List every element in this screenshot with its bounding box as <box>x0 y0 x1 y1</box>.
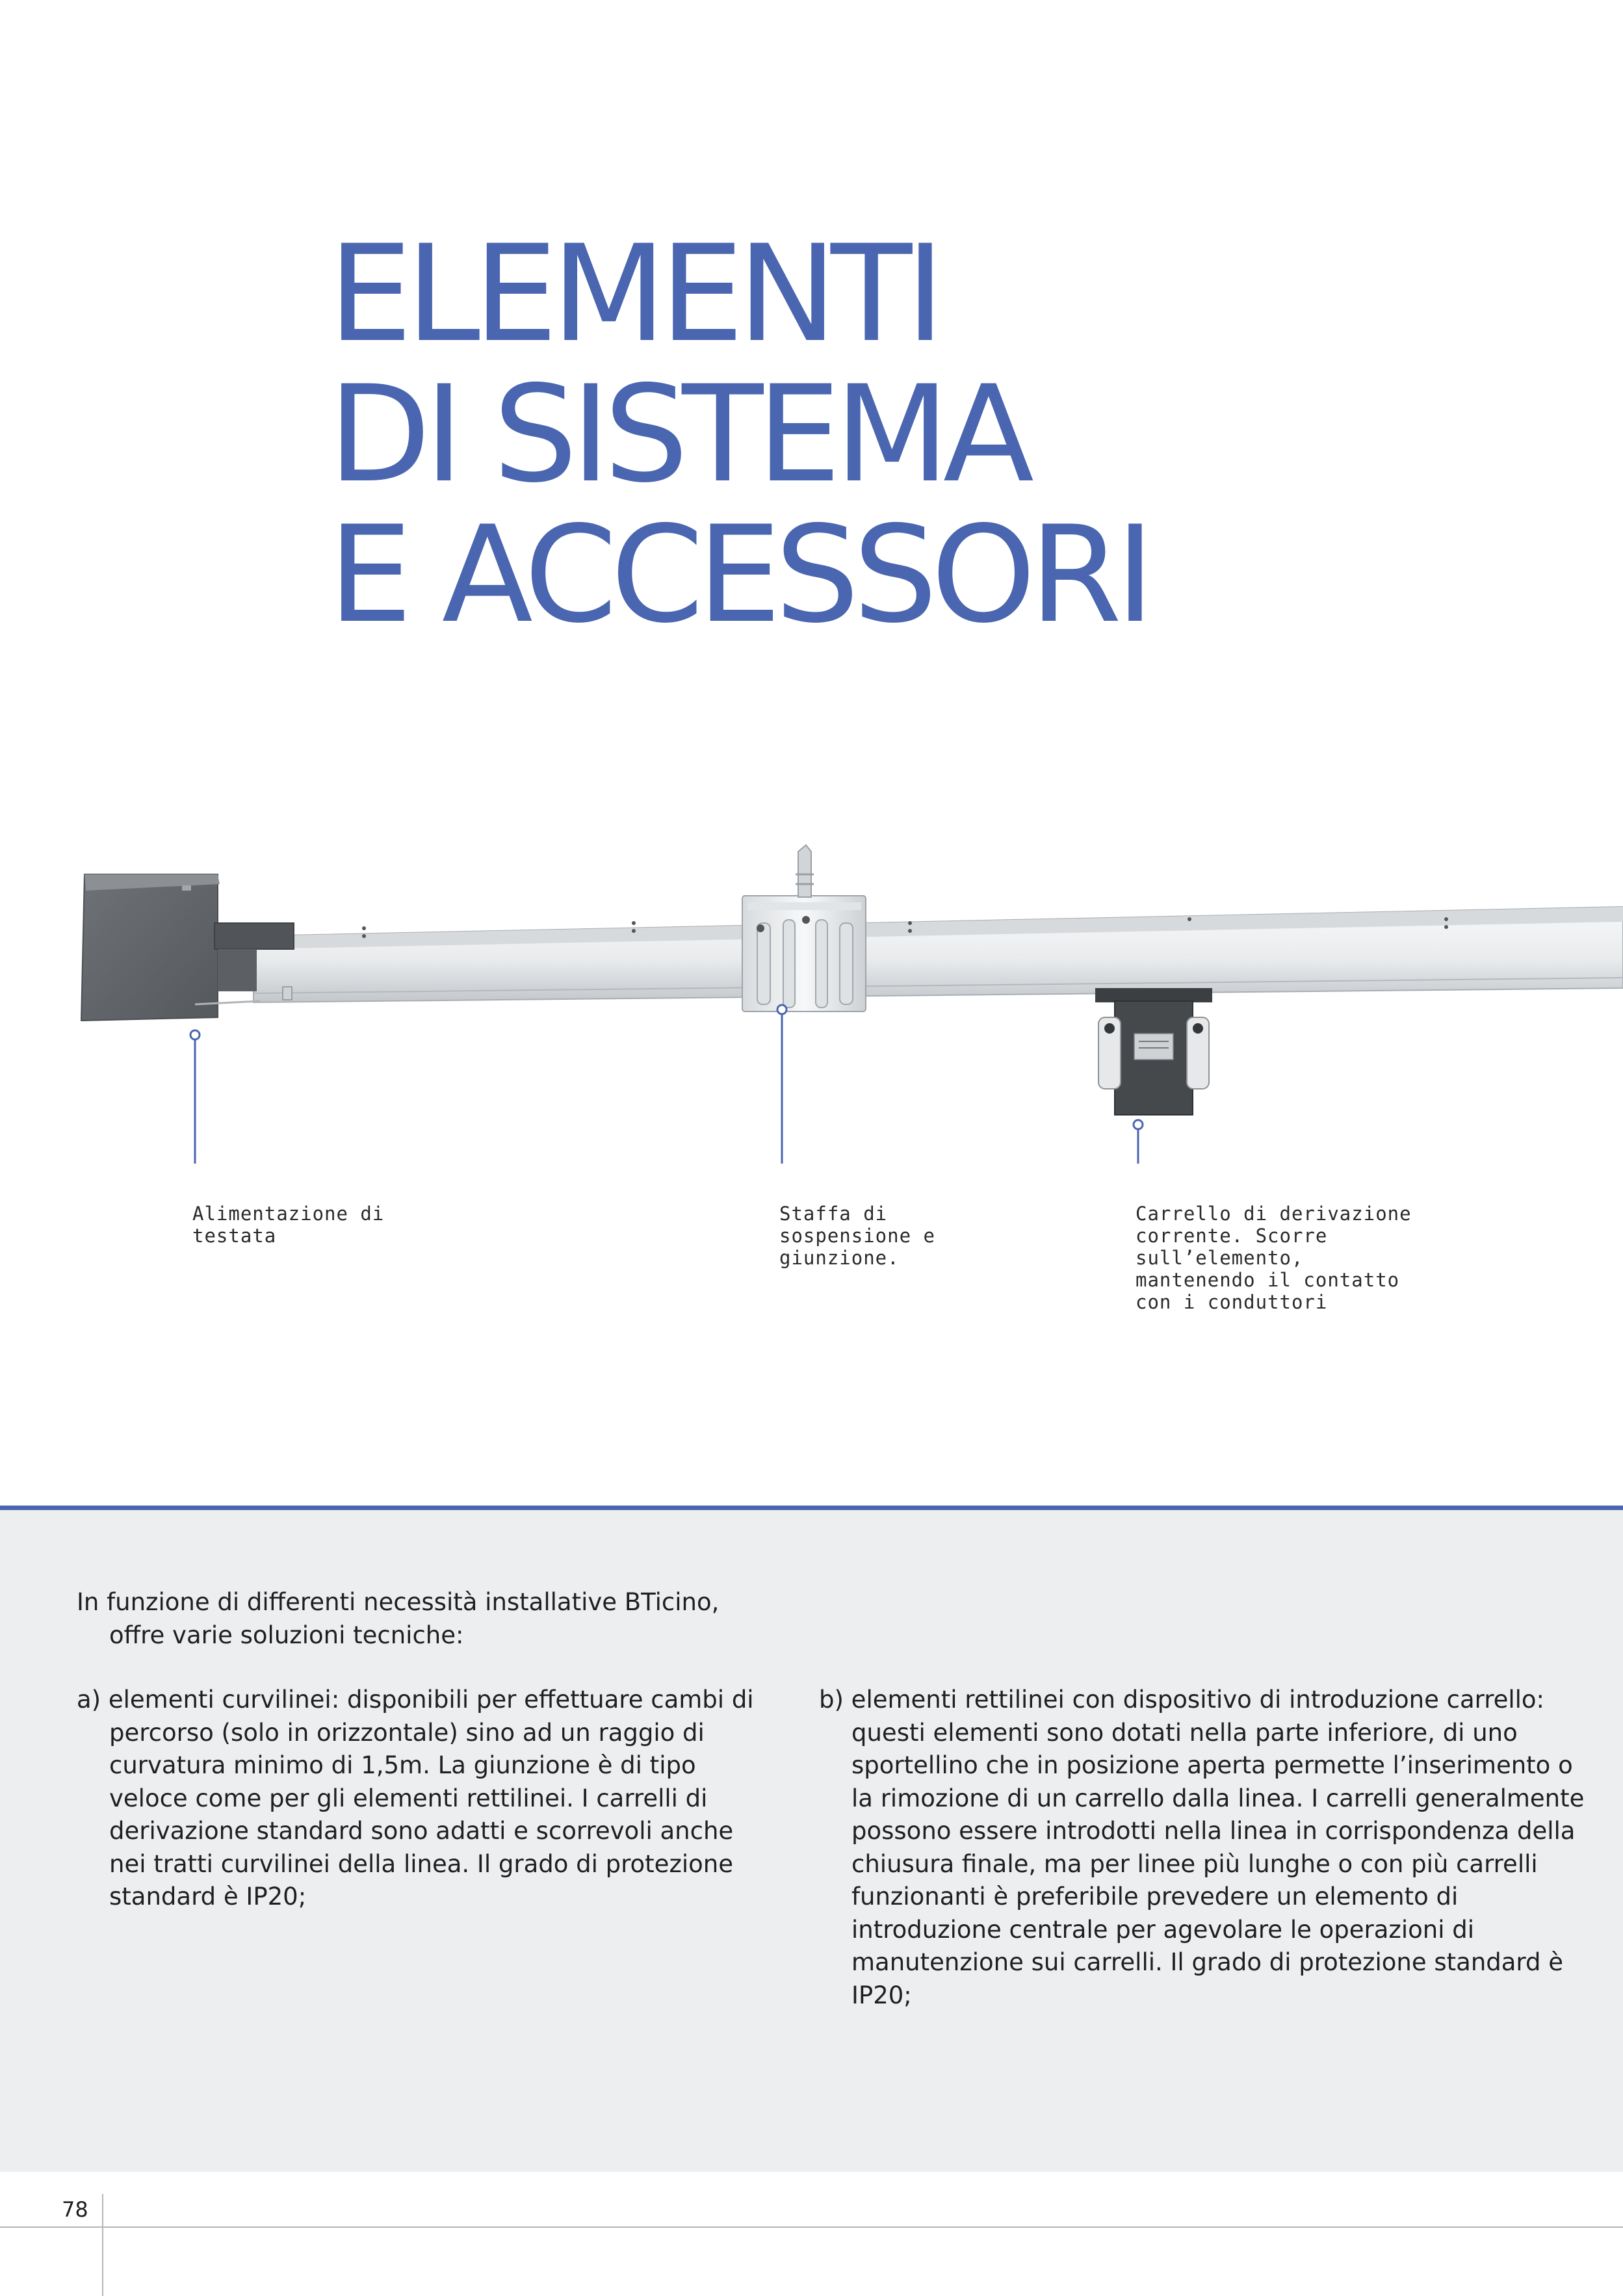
intro-paragraph: In funzione di differenti necessità installative BTicino, offre varie soluzioni tecniche: <box>77 1588 720 1649</box>
item-a-paragraph: a) elementi curvilinei: disponibili per effettuare cambi di percorso (solo in orizzontale) sino ad un raggio di curvatura minimo di 1,5m. La giunzione è di tipo veloce come per gli elementi rettilinei. I carrelli di derivazione standard sono adatti e scorrevoli anche nei tratti curvilinei della linea. Il grado di protezione standard è IP20; <box>77 1686 754 1911</box>
end-feed-box <box>81 874 218 1021</box>
title-line-2: DI SISTEMA <box>328 358 1028 512</box>
footer-vertical-divider <box>102 2194 103 2296</box>
callout-end-feed: Alimentazione di testata <box>192 1203 385 1247</box>
page-title <box>328 217 1149 653</box>
item-b-paragraph: b) elementi rettilinei con dispositivo di introduzione carrello: questi elementi sono dotati nella parte inferiore, di uno sportellino che in posizione aperta permette l’inserimento o la rimozione di un carrello dalla linea. I carrelli generalmente possono essere introdotti nella linea in corrispondenza della chiusura finale, ma per linee più lunghe o con più carrelli funzionanti è preferibile prevedere un elemento di introduzione centrale per agevolare le operazioni di manutenzione sui carrelli. Il grado di protezione standard è IP20; <box>819 1686 1585 2009</box>
tap-off-trolley <box>1095 988 1212 1115</box>
title-line-3: E ACCESSORI <box>328 498 1149 653</box>
busbar-trunking-icon <box>0 839 1623 1164</box>
callout-suspension-bracket: Staffa di sospensione e giunzione. <box>779 1203 935 1269</box>
suspension-bracket <box>742 845 866 1011</box>
title-line-1: ELEMENTI <box>328 217 939 372</box>
footer-divider <box>0 2226 1623 2228</box>
page-number: 78 <box>62 2197 88 2222</box>
callout-tap-off-trolley: Carrello di derivazione corrente. Scorre sull’elemento, mantenendo il contatto con i conduttori <box>1136 1203 1412 1313</box>
